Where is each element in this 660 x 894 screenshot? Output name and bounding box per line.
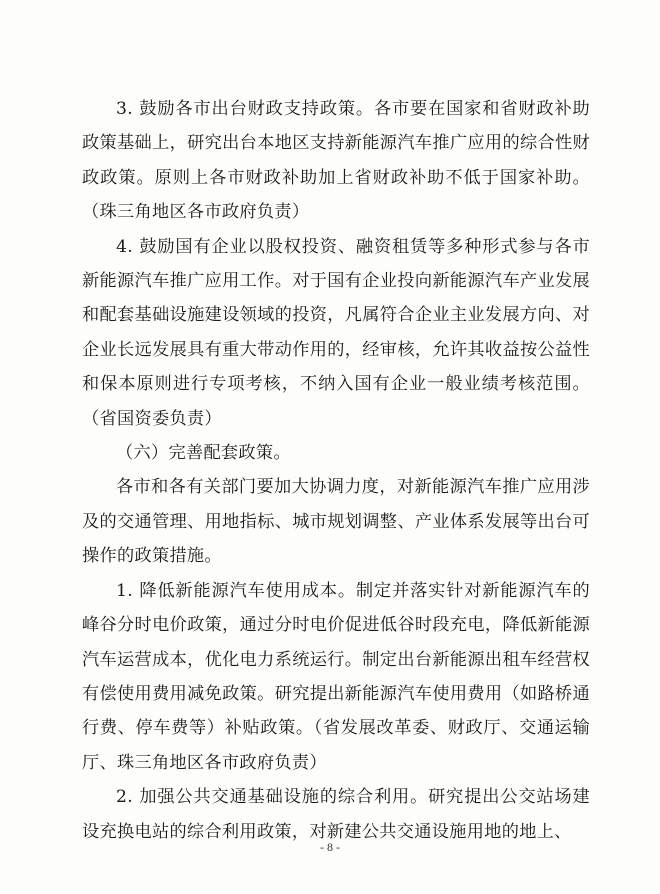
paragraph-reduce-costs: 1. 降低新能源汽车使用成本。制定并落实针对新能源汽车的峰谷分时电价政策，通过分时电价促进低谷时段充电，降低新能源汽车运营成本，优化电力系统运行。制定出台新能源出租车经营权有偿使用费用减免政策。研究提出新能源汽车使用费用（如路桥通行费、停车费等）补贴政策。（省发展改革委、财政厅、交通运输厅、珠三角地区各市政府负责） [82, 580, 590, 773]
paragraph-state-enterprise: 4. 鼓励国有企业以股权投资、融资租赁等多种形式参与各市新能源汽车推广应用工作。对于国有企业投向新能源汽车产业发展和配套基础设施建设领域的投资，凡属符合企业主业发展方向、对企业长远发展具有重大带动作用的，经审核，允许其收益按公益性和保本原则进行专项考核，不纳入国有企业一般业绩考核范围。（省国资委负责） [82, 236, 590, 429]
section-heading-supporting-policies: （六）完善配套政策。 [116, 443, 291, 464]
document-body [82, 92, 590, 849]
paragraph-fiscal-support: 3. 鼓励各市出台财政支持政策。各市要在国家和省财政补助政策基础上，研究出台本地区支持新能源汽车推广应用的综合性财政政策。原则上各市财政补助加上省财政补助不低于国家补助。（珠三角地区各市政府负责） [82, 99, 590, 223]
paragraph-coordination: 各市和各有关部门要加大协调力度，对新能源汽车推广应用涉及的交通管理、用地指标、城市规划调整、产业体系发展等出台可操作的政策措施。 [82, 477, 590, 567]
paragraph-public-transport: 2. 加强公共交通基础设施的综合利用。研究提出公交站场建设充换电站的综合利用政策，对新建公共交通设施用地的地上、 [82, 787, 590, 842]
page-number: - 8 - [320, 840, 340, 854]
